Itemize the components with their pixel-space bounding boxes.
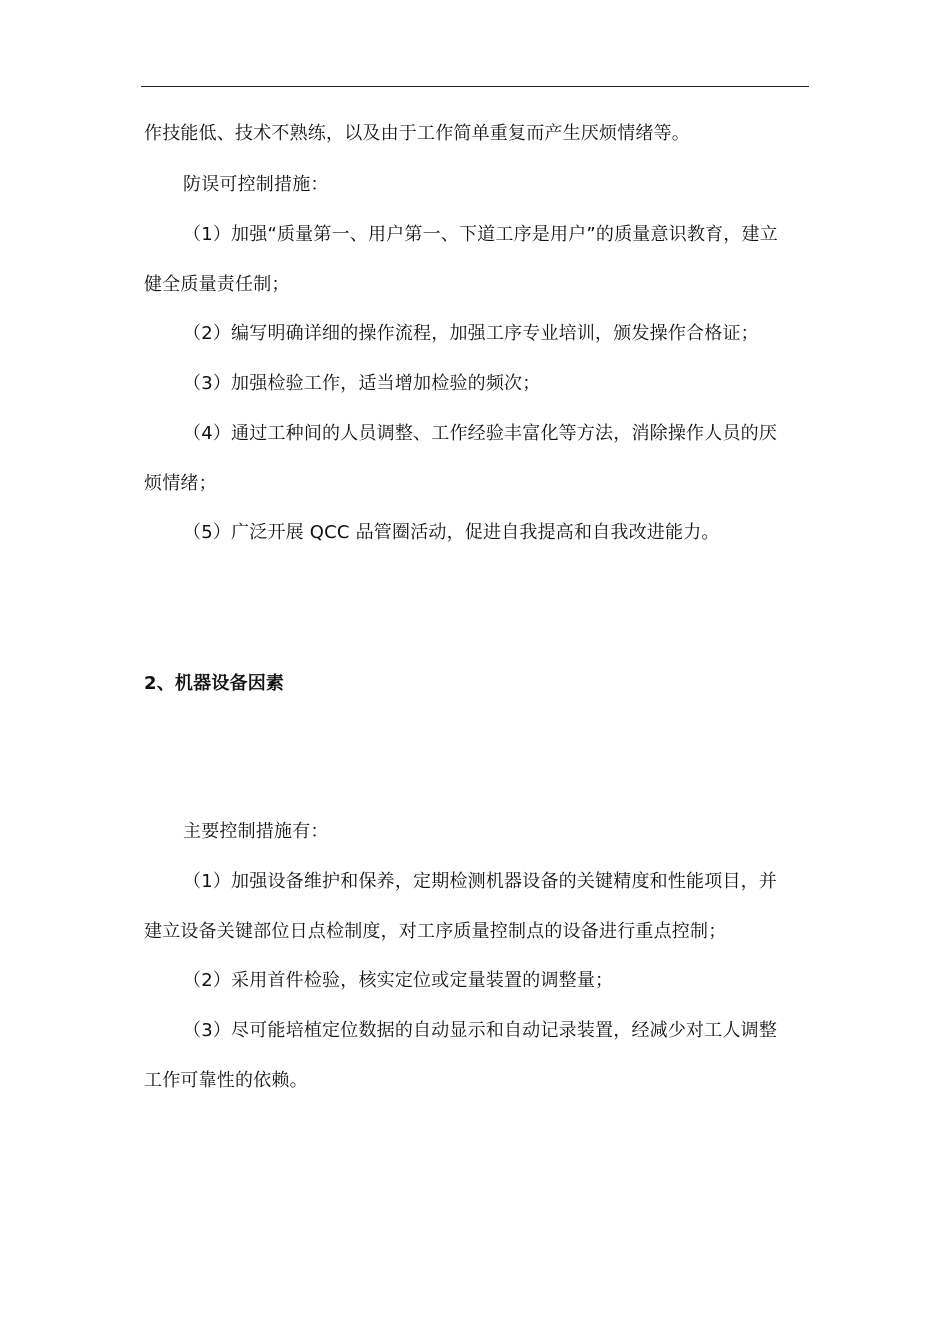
section1-item-2: （2）编写明确详细的操作流程，加强工序专业培训，颁发操作合格证； (183, 323, 759, 344)
section1-item-1-line1: （1）加强“质量第一、用户第一、下道工序是用户”的质量意识教育，建立 (183, 224, 778, 245)
section2-item-3-line1: （3）尽可能培植定位数据的自动显示和自动记录装置，经减少对工人调整 (183, 1020, 778, 1041)
section1-item-5: （5）广泛开展 QCC 品管圈活动，促进自我提高和自我改进能力。 (183, 522, 720, 543)
section2-item-1-line2: 建立设备关键部位日点检制度，对工序质量控制点的设备进行重点控制； (144, 921, 727, 942)
section1-subheading: 防误可控制措施： (183, 174, 329, 195)
section1-item-3: （3）加强检验工作，适当增加检验的频次； (183, 373, 541, 394)
section1-item-4-line2: 烦情绪； (144, 473, 217, 494)
section1-item-4-line1: （4）通过工种间的人员调整、工作经验丰富化等方法，消除操作人员的厌 (183, 423, 778, 444)
section2-heading: 2、机器设备因素 (144, 673, 285, 694)
section2-item-2: （2）采用首件检验，核实定位或定量装置的调整量； (183, 970, 614, 991)
section1-intro: 作技能低、技术不熟练，以及由于工作简单重复而产生厌烦情绪等。 (144, 123, 690, 144)
section2-item-3-line2: 工作可靠性的依赖。 (144, 1070, 308, 1091)
section1-item-1-line2: 健全质量责任制； (144, 274, 290, 295)
section2-item-1-line1: （1）加强设备维护和保养，定期检测机器设备的关键精度和性能项目，并 (183, 871, 778, 892)
section2-subheading: 主要控制措施有： (183, 821, 329, 842)
header-rule (141, 86, 809, 87)
